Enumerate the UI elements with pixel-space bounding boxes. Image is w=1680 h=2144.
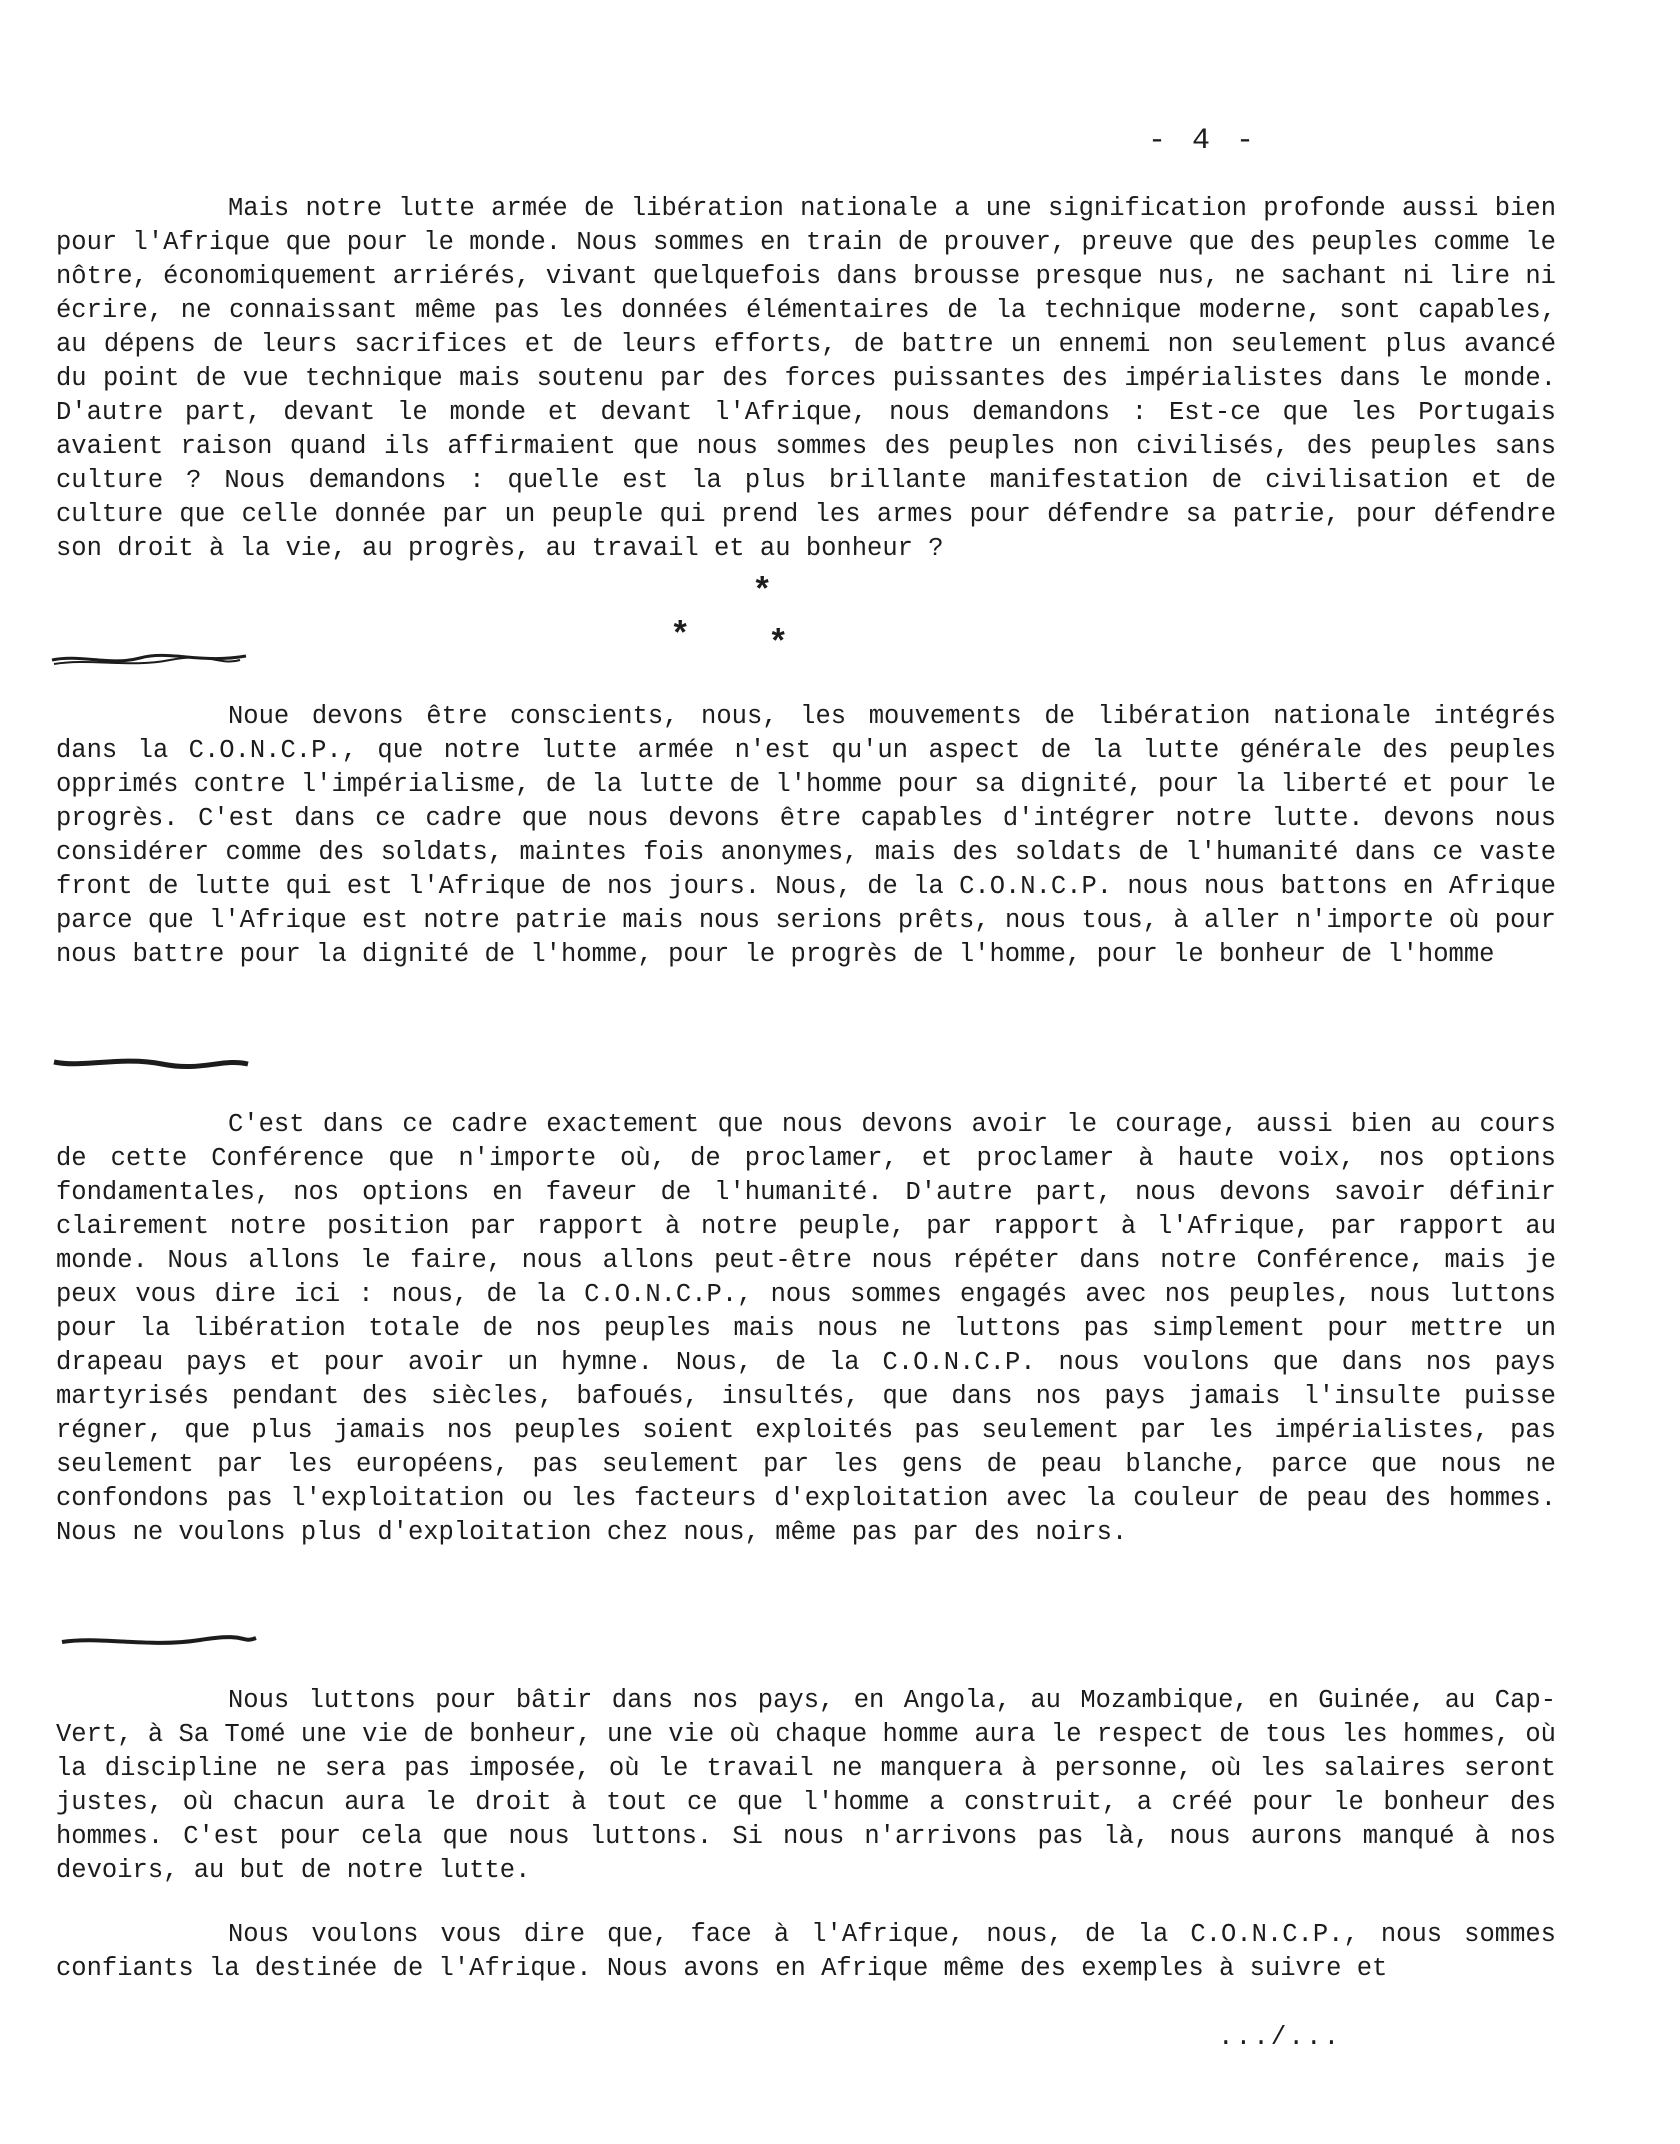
paragraph-4: Nous luttons pour bâtir dans nos pays, en Angola, au Mozambique, en Guinée, au Cap-Vert, à Sa Tomé une vie de bonheur, une vie où chaque homme aura le respect de tous les hommes, où la discipline ne sera pas imposée, où le travail ne manquera à personne, où les salaires seront justes, où chacun aura le droit à tout ce que l'homme a construit, a créé pour le bonheur des hommes. C'est pour cela que nous luttons. Si nous n'arrivons pas là, nous aurons manqué à nos devoirs, au but de notre lutte. bbox=[56, 1686, 1556, 1885]
separator-star: * bbox=[752, 574, 773, 612]
paragraph-3: C'est dans ce cadre exactement que nous devons avoir le courage, aussi bien au cours de cette Conférence que n'importe où, de proclamer, et proclamer à haute voix, nos options fondamentales, nos options en faveur de l'humanité. D'autre part, nous devons savoir définir clairement notre position par rapport à notre peuple, par rapport à l'Afrique, par rapport au monde. Nous allons le faire, nous allons peut-être nous répéter dans notre Conférence, mais je peux vous dire ici : nous, de la C.O.N.C.P., nous sommes engagés avec nos peuples, nous luttons pour la libération totale de nos peuples mais nous ne luttons pas simplement pour mettre un drapeau pays et pour avoir un hymne. Nous, de la C.O.N.C.P. nous voulons que dans nos pays martyrisés pendant des siècles, bafoués, insultés, que dans nos pays jamais l'insulte puisse régner, que plus jamais nos peuples soient exploités pas seulement par les impérialistes, pas seulement par les européens, pas seulement par les gens de peau blanche, parce que nous ne confondons pas l'exploitation ou les facteurs d'exploitation avec la couleur de peau des hommes. Nous ne voulons plus d'exploitation chez nous, même pas par des noirs. bbox=[56, 1110, 1556, 1547]
section-separator bbox=[660, 576, 800, 666]
struck-out-heading-1 bbox=[50, 648, 250, 670]
struck-out-heading-3 bbox=[60, 1630, 260, 1652]
struck-out-heading-2 bbox=[52, 1052, 252, 1074]
page-number: - 4 - bbox=[1148, 124, 1259, 158]
paragraph-1: Mais notre lutte armée de libération nationale a une signification profonde aussi bien pour l'Afrique que pour le monde. Nous sommes en train de prouver, preuve que des peuples comme le nôtre, économiquement arriérés, vivant quelquefois dans brousse presque nus, ne sachant ni lire ni écrire, ne connaissant même pas les données élémentaires de la technique moderne, sont capables, au dépens de leurs sacrifices et de leurs efforts, de battre un ennemi non seulement plus avancé du point de vue technique mais soutenu par des forces puissantes des impérialistes dans le monde. D'autre part, devant le monde et devant l'Afrique, nous demandons : Est-ce que les Portugais avaient raison quand ils affirmaient que nous sommes des peuples non civilisés, des peuples sans culture ? Nous demandons : quelle est la plus brillante manifestation de civilisation et de culture que celle donnée par un peuple qui prend les armes pour défendre sa patrie, pour défendre son droit à la vie, au progrès, au travail et au bonheur ? bbox=[56, 194, 1556, 563]
separator-star: * bbox=[768, 626, 789, 664]
continuation-marker: .../... bbox=[1218, 2022, 1342, 2052]
paragraph-5: Nous voulons vous dire que, face à l'Afrique, nous, de la C.O.N.C.P., nous sommes confiants la destinée de l'Afrique. Nous avons en Afrique même des exemples à suivre et bbox=[56, 1920, 1556, 1983]
paragraph-2: Noue devons être conscients, nous, les mouvements de libération nationale intégrés dans la C.O.N.C.P., que notre lutte armée n'est qu'un aspect de la lutte générale des peuples opprimés contre l'impérialisme, de la lutte de l'homme pour sa dignité, pour la liberté et pour le progrès. C'est dans ce cadre que nous devons être capables d'intégrer notre lutte. devons nous considérer comme des soldats, maintes fois anonymes, mais des soldats de l'humanité dans ce vaste front de lutte qui est l'Afrique de nos jours. Nous, de la C.O.N.C.P. nous nous battons en Afrique parce que l'Afrique est notre patrie mais nous serions prêts, nous tous, à aller n'importe où pour nous battre pour la dignité de l'homme, pour le progrès de l'homme, pour le bonheur de l'homme bbox=[56, 702, 1556, 969]
separator-star: * bbox=[670, 618, 691, 656]
